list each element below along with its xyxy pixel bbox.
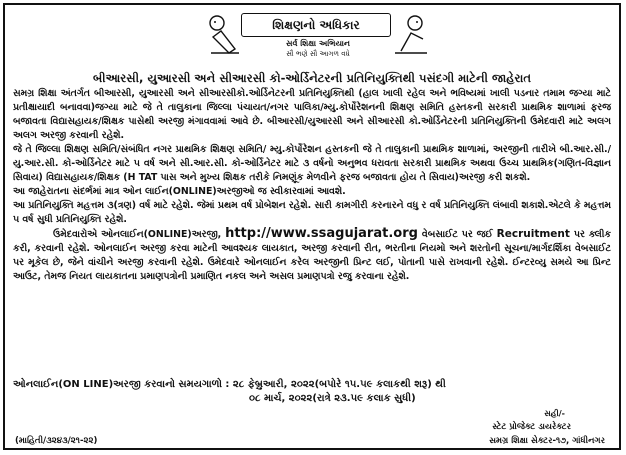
director-title: સ્ટેટ પ્રોજેક્ટ ડાયરેક્ટર [492, 422, 571, 432]
office-address: સમગ્ર શિક્ષા સેક્ટર-૧૭, ગાંધીનગર [489, 436, 605, 446]
advertisement-body [13, 87, 611, 284]
logo-tagline: સૌ ભણે સૌ આગળ વધે [286, 50, 350, 58]
headline: બીઆરસી, યુઆરસી અને સીઆરસી કો-ઓર્ડિનેટરની પ્રતિનિયુક્તિથી પસંદગી માટેની જાહેરાત [92, 71, 532, 85]
paragraph-1: સમગ્ર શિક્ષા અંતર્ગત બીઆરસી, યુઆરસી અને સીઆરસીકો.ઓર્ડિનેટરની પ્રતિનિયુક્તિથી (હાલ ખાલી રહેલ અને ભવિષ્યમાં ખાલી પડનાર તમામ જગ્યા માટે પ્રતીક્ષાયાદી બનાવવા)જગ્યા માટે જે તે તાલુકાના જિલ્લા પંચાયત/નગર પાલિકા/મ્યુ.કોર્પોરેશનની શિક્ષણ સમિતિ હસ્તકની સરકારી પ્રાથમિક શાળામાં ફરજ બજાવતા વિદ્યાસહાયક/શિક્ષક પાસેથી અરજી મંગાવવામાં આવે છે. બીઆરસી/યુઆરસી અને સીઆરસી કો.ઓર્ડિનેટરની પ્રતિનિયુક્તિની ઉમેદવારી માટે અલગ અલગ અરજી કરવાની રહેશે. [13, 88, 611, 141]
rte-logo [205, 11, 431, 63]
application-deadline: ૦૮ માર્ચ, ૨૦૨૨(રાત્રે ૨૩.૫૯ કલાક સુધી) [249, 393, 416, 404]
application-period: ઓનલાઈન(ON LINE)અરજી કરવાનો સમયગાળો : ૨૮ ફેબ્રુઆરી, ૨૦૨૨(બપોરે ૧૫.૫૯ કલાકથી શરૂ) થી [13, 379, 446, 390]
advertisement-frame [3, 3, 621, 450]
logo-subtitle: સર્વ શિક્ષા અભિયાન [286, 39, 350, 48]
logo-title: શિક્ષણનો અધિકાર [241, 13, 391, 37]
paragraph-3: આ જાહેરાતના સંદર્ભમાં માત્ર ઓન લાઈન(ONLINE)અરજીઓ જ સ્વીકારવામાં આવશે. [13, 186, 346, 197]
recruitment-label: Recruitment [496, 228, 570, 240]
paragraph-4: આ પ્રતિનિયુક્તિ મહત્તમ ૩(ત્રણ) વર્ષ માટે રહેશે. જેમાં પ્રથમ વર્ષ પ્રોબેશન રહેશે. સારી કામગીરી કરનારને વધુ ર વર્ષ પ્રતિનિયુક્તિ લંબાવી શકાશે.એટલે કે મહત્તમ ૫ વર્ષ સુધી પ્રતિનિયુક્તિ રહેશે. [13, 200, 611, 225]
online-rest: પર ક્લીક કરી, કરવાની રહેશે. ઓનલાઈન અરજી કરવા માટેની આવશ્યક લાયકાત, અરજી કરવાની રીત, ભરતીના નિયમો અને શરતોની સૂચના/માર્ગદર્શિકા વેબસાઈટ પર મૂકેલ છે, જેને વાંચીને અરજી કરવાની રહેશે. ઉમેદવારે ઓનલાઈન કરેલ અરજીની પ્રિન્ટ લઈ, પોતાની પાસે રાખવાની રહેશે. ઈન્ટરવ્યુ સમયે આ પ્રિન્ટ આઉટ, તેમજ નિયત લાયકાતના પ્રમાણપત્રોની પ્રમાણિત નકલ અને અસલ પ્રમાણપત્રો રજુ કરવાના રહેશે. [13, 229, 612, 282]
online-prefix: ઉમેદવારોએ ઓનલાઈન(ONLINE)અરજી, [53, 229, 222, 240]
paragraph-2: જે તે જિલ્લા શિક્ષણ સમિતિ/સંબંધિત નગર પ્રાથમિક શિક્ષણ સમિતિ/ મ્યુ.કોર્પોરેશન હસ્તકની જે તે તાલુકાની પ્રાથમિક શાળામાં, અરજીની તારીખે બી.આર.સી./યુ.આર.સી. કો-ઓર્ડિનેટર માટે ૫ વર્ષ અને સી.આર.સી. કો-ઓર્ડિનેટર માટે ૩ વર્ષનો અનુભવ ધરાવતા સરકારી પ્રાથમિક અથવા ઉચ્ચ પ્રાથમિક(ગણિત-વિજ્ઞાન સિવાય) વિદ્યાસહાયક/શિક્ષક (H TAT પાસ અને મુખ્ય શિક્ષક તરીકે નિમણૂંક મેળવીને ફરજ બજાવતા હોય તે સિવાય)અરજી કરી શકશે. [13, 144, 611, 183]
website-link[interactable]: http://www.ssagujarat.org [225, 226, 418, 241]
signature: સહી/- [544, 409, 565, 418]
reference-number: (માહિતી/૩૨૪૩/૨૧-૨૨) [15, 436, 98, 446]
online-instructions [13, 227, 611, 284]
online-suffix: વેબસાઈટ પર જઈ [421, 229, 493, 240]
